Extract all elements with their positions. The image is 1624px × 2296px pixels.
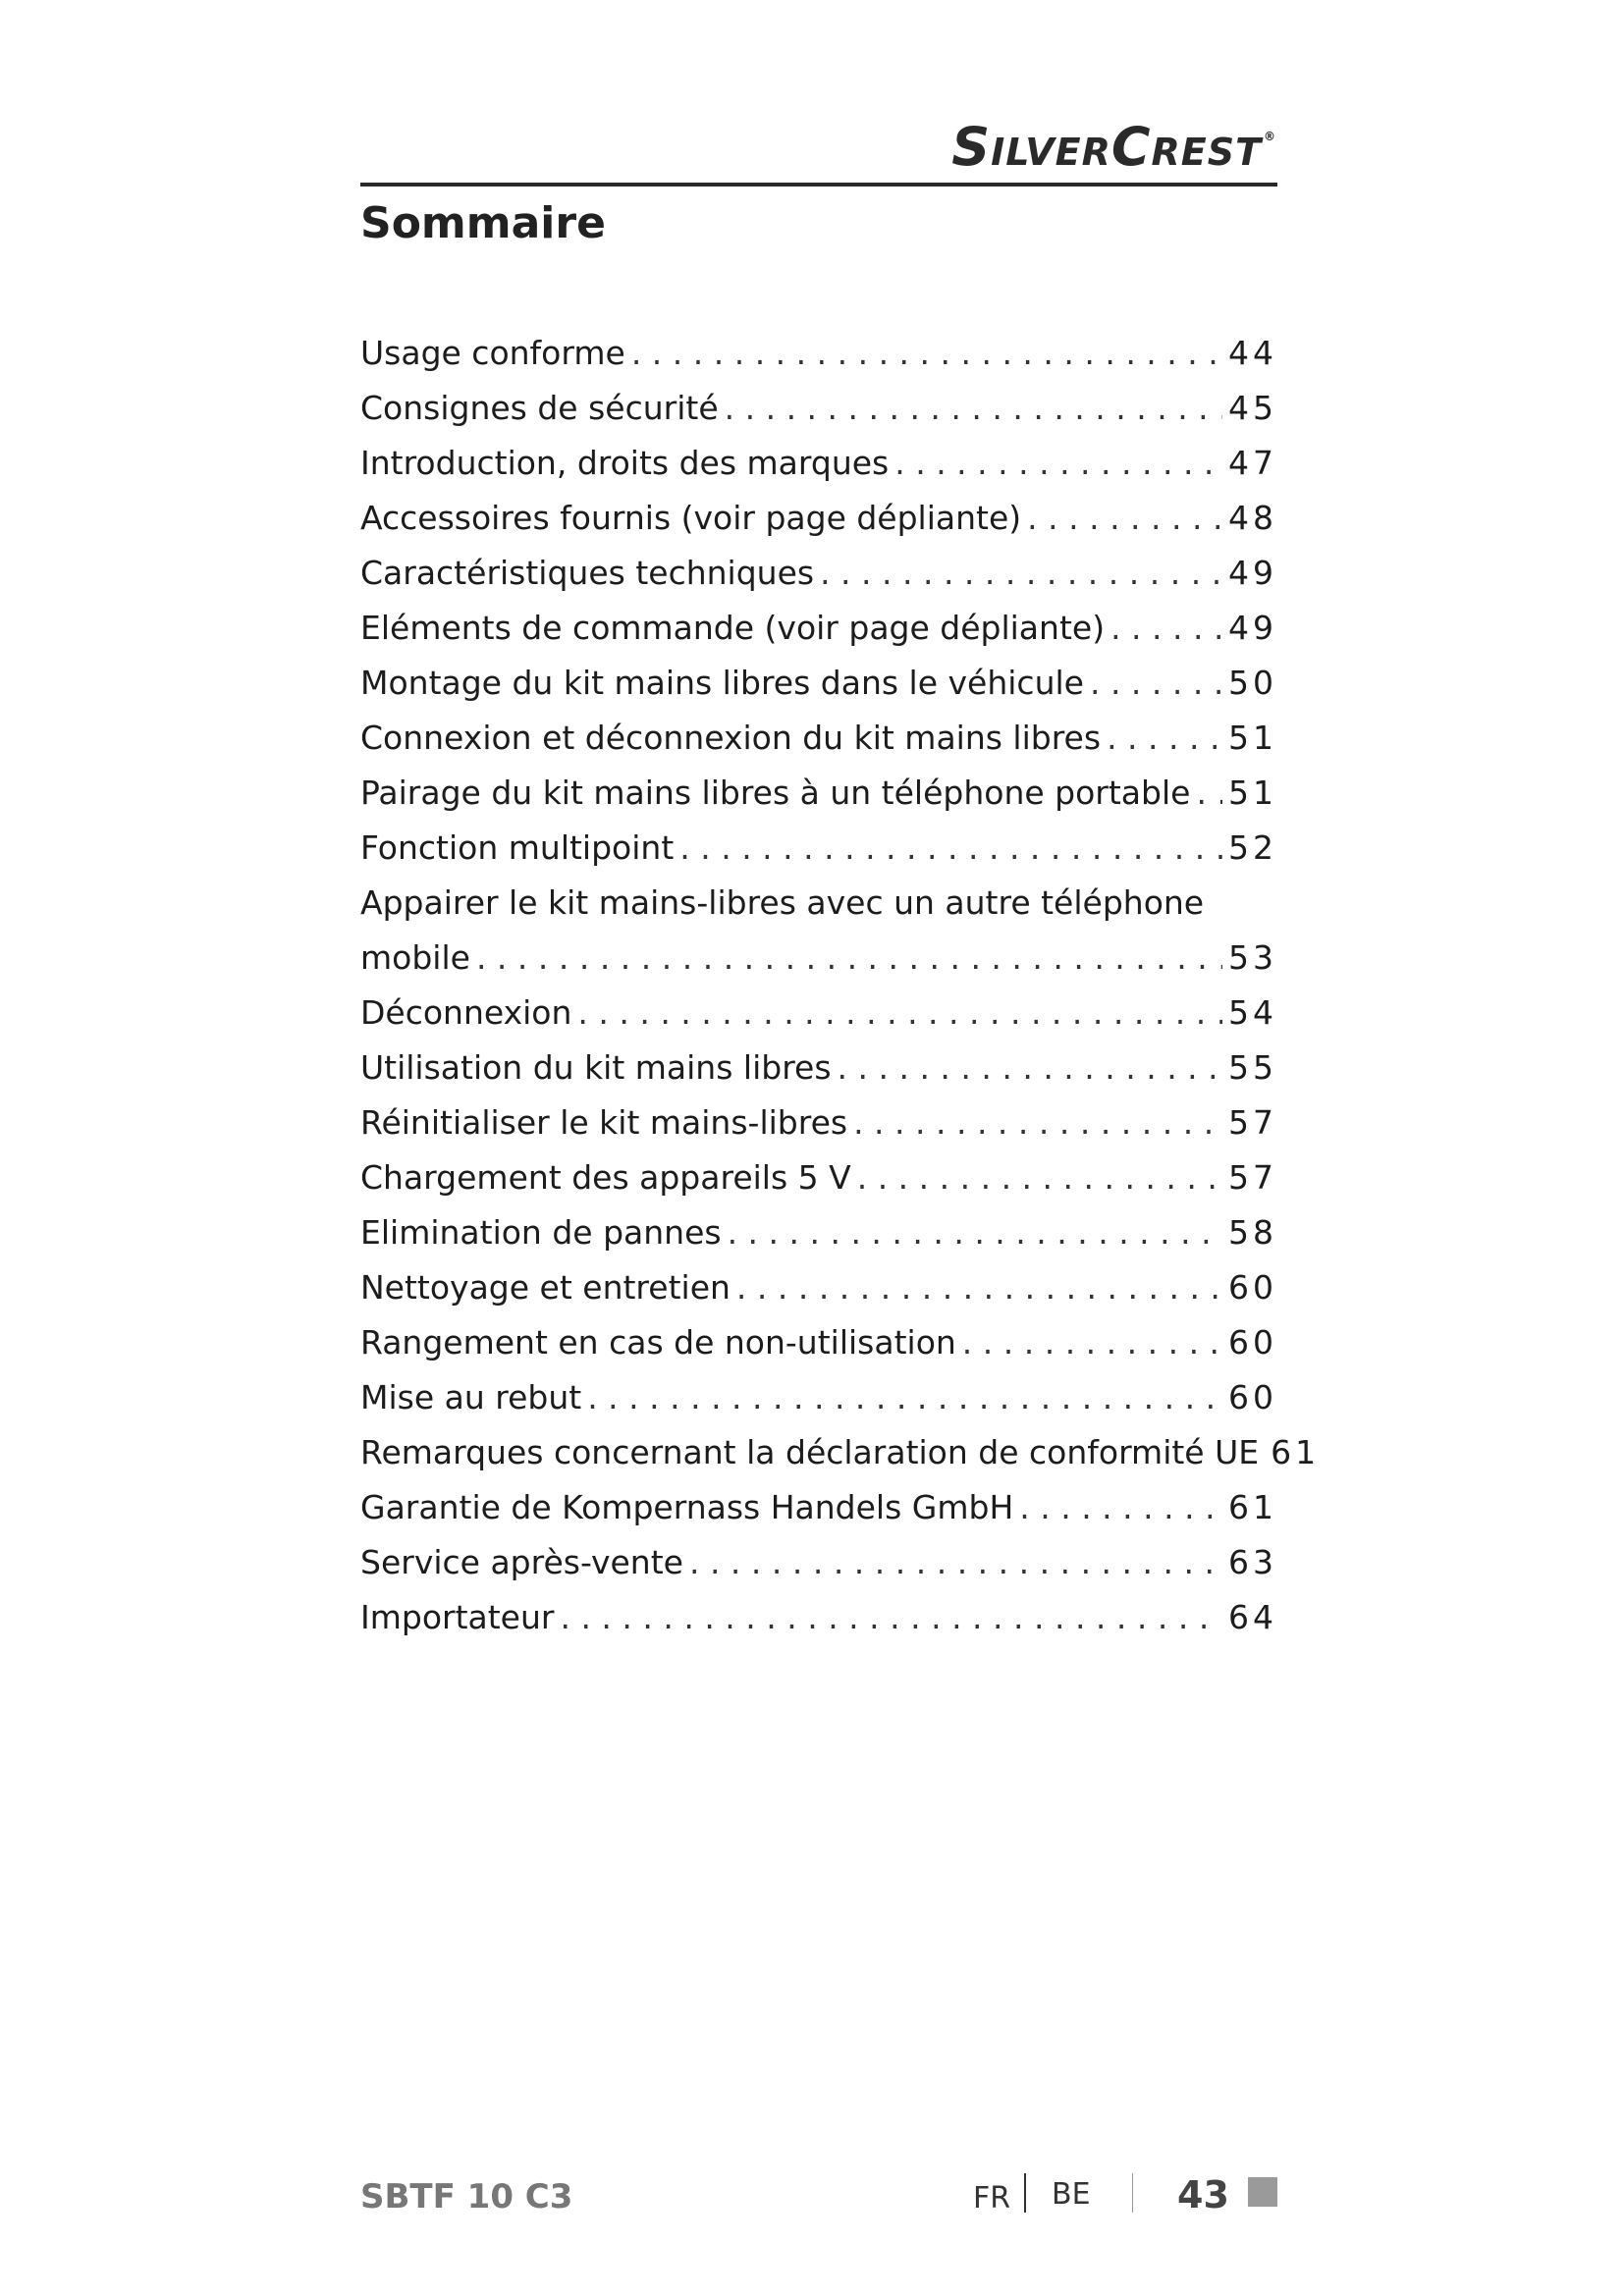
toc-leader-dots <box>857 1150 1222 1205</box>
toc-entry-page: 48 <box>1228 499 1277 537</box>
toc-entry-page: 51 <box>1228 774 1277 812</box>
toc-entry-page: 49 <box>1228 609 1277 647</box>
toc-leader-dots <box>1027 491 1222 546</box>
toc-leader-dots <box>820 546 1222 601</box>
toc-entry-page: 50 <box>1228 664 1277 702</box>
toc-leader-dots <box>1107 711 1222 766</box>
toc-entry-title: Chargement des appareils 5 V <box>360 1158 851 1197</box>
toc-entry <box>360 1370 1277 1425</box>
toc-leader-dots <box>1019 1480 1222 1535</box>
registered-mark: ® <box>1264 130 1276 143</box>
toc-entry-page: 61 <box>1271 1433 1321 1471</box>
toc-entry-title: Consignes de sécurité <box>360 389 719 427</box>
toc-leader-dots <box>728 1205 1222 1260</box>
toc-entry <box>360 1590 1277 1645</box>
toc-entry-page: 64 <box>1228 1598 1277 1636</box>
toc-entry <box>360 986 1277 1041</box>
toc-leader-dots <box>894 436 1222 491</box>
toc-entry-title: Remarques concernant la déclaration de conformité UE <box>360 1433 1260 1471</box>
toc-entry <box>360 1315 1277 1370</box>
toc-entry <box>360 601 1277 656</box>
toc-entry-page: 52 <box>1228 828 1277 867</box>
toc-entry <box>360 1535 1277 1590</box>
toc-entry-page: 51 <box>1228 719 1277 757</box>
toc-entry-title: Importateur <box>360 1598 555 1636</box>
toc-entry <box>360 711 1277 766</box>
toc-leader-dots <box>838 1041 1222 1095</box>
footer-divider <box>1132 2173 1133 2213</box>
page-marker-square-icon <box>1248 2177 1277 2207</box>
toc-entry-title: Usage conforme <box>360 334 625 372</box>
toc-entry <box>360 381 1277 436</box>
toc-entry <box>360 1425 1321 1480</box>
logo-text: REST <box>1151 131 1262 174</box>
toc-leader-dots <box>679 821 1222 876</box>
toc-entry-title: Mise au rebut <box>360 1378 582 1416</box>
toc-entry-title-continued: mobile <box>360 938 470 977</box>
toc-entry-page: 54 <box>1228 993 1277 1032</box>
toc-entry-page: 57 <box>1228 1103 1277 1142</box>
toc-leader-dots <box>587 1370 1222 1425</box>
toc-leader-dots <box>853 1095 1222 1150</box>
toc-entry <box>360 1205 1277 1260</box>
toc-entry-title: Appairer le kit mains-libres avec un autre téléphone <box>360 883 1205 922</box>
toc-entry-page: 55 <box>1228 1048 1277 1087</box>
toc-entry <box>360 546 1277 601</box>
header-rule <box>360 183 1277 187</box>
toc-entry-title: Fonction multipoint <box>360 828 675 867</box>
toc-entry-title: Nettoyage et entretien <box>360 1268 731 1307</box>
toc-leader-dots <box>560 1590 1222 1645</box>
toc-leader-dots <box>725 381 1222 436</box>
toc-entry <box>360 1095 1277 1150</box>
toc-entry <box>360 436 1277 491</box>
toc-entry-title: Eléments de commande (voir page dépliante) <box>360 609 1106 647</box>
toc-entry <box>360 1150 1277 1205</box>
toc-entry-page: 63 <box>1228 1543 1277 1581</box>
toc-leader-dots <box>631 326 1222 381</box>
toc-entry <box>360 656 1277 711</box>
toc-entry-title: Accessoires fournis (voir page dépliante) <box>360 499 1022 537</box>
toc-entry-page: 47 <box>1228 444 1277 482</box>
toc-entry-title: Rangement en cas de non-utilisation <box>360 1323 956 1362</box>
page-title: Sommaire <box>360 198 606 248</box>
toc-leader-dots <box>1090 656 1222 711</box>
toc-leader-dots <box>1110 601 1222 656</box>
logo-text: ILVER <box>991 131 1111 174</box>
page-number: 43 <box>1177 2173 1229 2216</box>
toc-entry <box>360 491 1277 546</box>
toc-entry-title: Réinitialiser le kit mains-libres <box>360 1103 848 1142</box>
toc-leader-dots <box>1196 766 1222 821</box>
toc-entry <box>360 326 1277 381</box>
toc-entry <box>360 766 1277 821</box>
toc-leader-dots <box>962 1315 1222 1370</box>
toc-entry-title: Service après-vente <box>360 1543 683 1581</box>
language-code-fr: FR <box>973 2181 1011 2216</box>
toc-entry-page: 57 <box>1228 1158 1277 1197</box>
model-number: SBTF 10 C3 <box>360 2177 573 2216</box>
toc-entry <box>360 821 1277 876</box>
logo-letter: S <box>951 116 992 178</box>
toc-entry-title: Pairage du kit mains libres à un téléphone portable <box>360 774 1191 812</box>
toc-entry-title: Garantie de Kompernass Handels GmbH <box>360 1488 1014 1526</box>
toc-entry-title: Caractéristiques techniques <box>360 554 815 592</box>
toc-entry-page: 60 <box>1228 1378 1277 1416</box>
toc-leader-dots <box>476 931 1222 986</box>
toc-entry-title: Montage du kit mains libres dans le véhicule <box>360 664 1084 702</box>
toc-entry-page: 45 <box>1228 389 1277 427</box>
logo-letter: C <box>1110 116 1152 178</box>
toc-entry-page: 60 <box>1228 1323 1277 1362</box>
toc-entry-page: 61 <box>1228 1488 1277 1526</box>
toc-entry-page: 49 <box>1228 554 1277 592</box>
toc-entry <box>360 876 1277 986</box>
toc-entry-title: Déconnexion <box>360 993 572 1032</box>
toc-entry <box>360 1260 1277 1315</box>
toc-entry-title: Elimination de pannes <box>360 1213 722 1252</box>
brand-logo <box>893 116 1276 185</box>
toc-entry-page: 53 <box>1228 938 1277 977</box>
toc-entry-title: Connexion et déconnexion du kit mains libres <box>360 719 1102 757</box>
toc-entry-page: 60 <box>1228 1268 1277 1307</box>
toc-leader-dots <box>689 1535 1222 1590</box>
toc-leader-dots <box>736 1260 1222 1315</box>
toc-entry-page: 44 <box>1228 334 1277 372</box>
toc-entry-title: Utilisation du kit mains libres <box>360 1048 832 1087</box>
toc-entry <box>360 1041 1277 1095</box>
footer-divider <box>1024 2173 1026 2213</box>
toc-entry-title: Introduction, droits des marques <box>360 444 890 482</box>
toc-entry-page: 58 <box>1228 1213 1277 1252</box>
table-of-contents <box>360 326 1321 1645</box>
toc-entry <box>360 1480 1277 1535</box>
language-code-be: BE <box>1052 2177 1091 2212</box>
toc-leader-dots <box>577 986 1222 1041</box>
page-footer <box>360 2173 1277 2226</box>
